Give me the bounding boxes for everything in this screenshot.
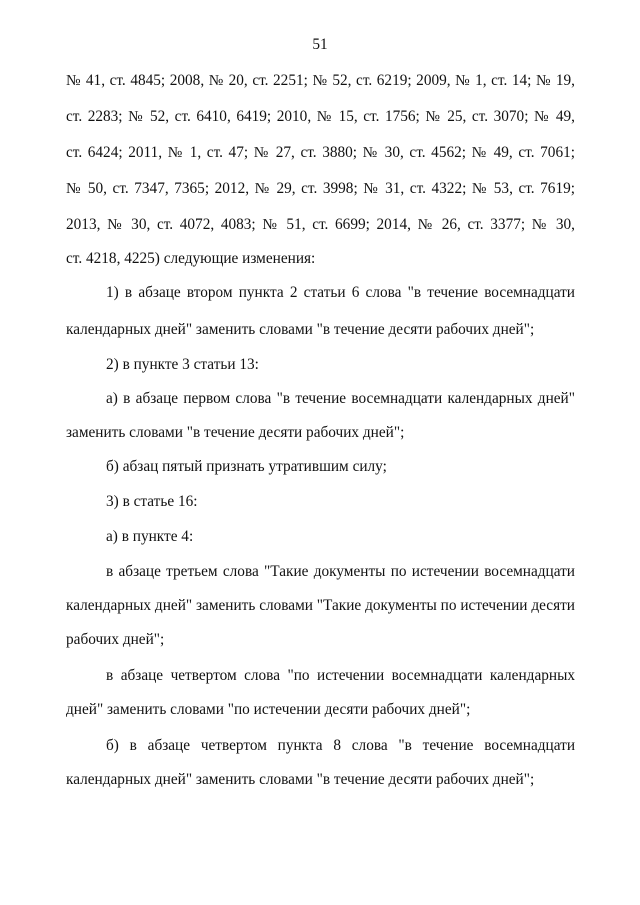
text-line: ст. 2283; № 52, ст. 6410, 6419; 2010, № 15, ст. 1756; № 25, ст. 3070; № 49, [66,108,575,125]
text-line: ст. 4218, 4225) следующие изменения: [66,250,316,267]
page-number: 51 [312,36,328,53]
text-line: № 41, ст. 4845; 2008, № 20, ст. 2251; № 52, ст. 6219; 2009, № 1, ст. 14; № 19, [66,72,575,89]
text-line: б) абзац пятый признать утратившим силу; [106,458,387,475]
text-line: календарных дней" заменить словами "в течение десяти рабочих дней"; [66,771,535,788]
text-line: в абзаце четвертом слова "по истечении восемнадцати календарных [106,667,575,684]
text-line: календарных дней" заменить словами "в течение десяти рабочих дней"; [66,321,535,338]
text-line: № 50, ст. 7347, 7365; 2012, № 29, ст. 3998; № 31, ст. 4322; № 53, ст. 7619; [66,180,575,197]
text-line: дней" заменить словами "по истечении десяти рабочих дней"; [66,701,471,718]
text-line: б) в абзаце четвертом пункта 8 слова "в течение восемнадцати [106,737,575,754]
text-line: а) в пункте 4: [106,528,194,545]
text-line: 3) в статье 16: [106,493,198,510]
text-line: заменить словами "в течение десяти рабочих дней"; [66,424,405,441]
text-line: рабочих дней"; [66,631,165,648]
text-line: а) в абзаце первом слова "в течение восемнадцати календарных дней" [106,390,575,407]
text-line: календарных дней" заменить словами "Такие документы по истечении десяти [66,597,575,614]
text-line: ст. 6424; 2011, № 1, ст. 47; № 27, ст. 3880; № 30, ст. 4562; № 49, ст. 7061; [66,144,575,161]
text-line: в абзаце третьем слова "Такие документы по истечении восемнадцати [106,563,575,580]
text-line: 1) в абзаце втором пункта 2 статьи 6 слова "в течение восемнадцати [106,284,575,301]
text-line: 2) в пункте 3 статьи 13: [106,356,259,373]
text-line: 2013, № 30, ст. 4072, 4083; № 51, ст. 6699; 2014, № 26, ст. 3377; № 30, [66,216,575,233]
